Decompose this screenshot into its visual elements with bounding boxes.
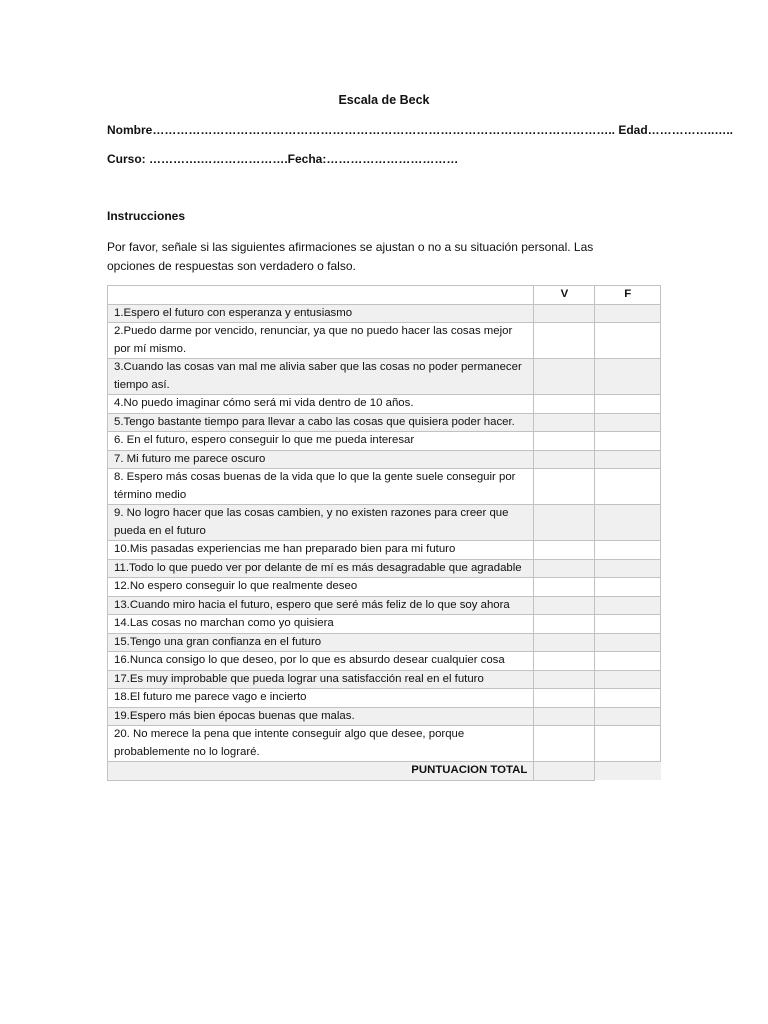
item-text: 15.Tengo una gran confianza en el futuro	[108, 633, 534, 652]
answer-v-cell[interactable]	[534, 615, 595, 634]
answer-v-cell[interactable]	[534, 707, 595, 726]
table-row	[108, 450, 661, 469]
answer-f-cell[interactable]	[595, 596, 661, 615]
answer-f-cell[interactable]	[595, 359, 661, 395]
item-text: 9. No logro hacer que las cosas cambien, y no existen razones para creer que pueda en el futuro	[108, 505, 534, 541]
instructions-text: Por favor, señale si las siguientes afirmaciones se ajustan o no a su situación personal. Las opciones de respuestas son verdadero o falso.	[107, 240, 594, 273]
table-row	[108, 633, 661, 652]
nombre-edad-line: Nombre…………………………………………………………………………………………………….. Edad……………..…..	[107, 123, 734, 137]
item-text: 8. Espero más cosas buenas de la vida que lo que la gente suele conseguir por término medio	[108, 469, 534, 505]
instructions-heading: Instrucciones	[107, 209, 186, 223]
item-text: 12.No espero conseguir lo que realmente deseo	[108, 578, 534, 597]
table-row	[108, 469, 661, 505]
table-row	[108, 596, 661, 615]
item-text: 13.Cuando miro hacia el futuro, espero que seré más feliz de lo que soy ahora	[108, 596, 534, 615]
table-row	[108, 541, 661, 560]
answer-v-cell[interactable]	[534, 505, 595, 541]
answer-v-cell[interactable]	[534, 395, 595, 414]
total-v-cell[interactable]	[534, 762, 595, 781]
table-header-row	[108, 286, 661, 305]
answer-v-cell[interactable]	[534, 304, 595, 323]
table-row	[108, 395, 661, 414]
answer-f-cell[interactable]	[595, 707, 661, 726]
item-text: 3.Cuando las cosas van mal me alivia saber que las cosas no poder permanecer tiempo así.	[108, 359, 534, 395]
answer-v-cell[interactable]	[534, 559, 595, 578]
table-row	[108, 413, 661, 432]
answer-v-cell[interactable]	[534, 432, 595, 451]
page-title: Escala de Beck	[338, 93, 430, 107]
table-row	[108, 432, 661, 451]
answer-f-cell[interactable]	[595, 559, 661, 578]
item-text: 2.Puedo darme por vencido, renunciar, ya que no puedo hacer las cosas mejor por mí mismo.	[108, 323, 534, 359]
answer-v-cell[interactable]	[534, 726, 595, 762]
table-row	[108, 726, 661, 762]
table-row	[108, 689, 661, 708]
item-text: 10.Mis pasadas experiencias me han preparado bien para mi futuro	[108, 541, 534, 560]
answer-f-cell[interactable]	[595, 689, 661, 708]
answer-v-cell[interactable]	[534, 670, 595, 689]
answer-f-cell[interactable]	[595, 541, 661, 560]
item-text: 5.Tengo bastante tiempo para llevar a cabo las cosas que quisiera poder hacer.	[108, 413, 534, 432]
table-row	[108, 359, 661, 395]
table-row	[108, 707, 661, 726]
beck-scale-table	[107, 285, 661, 781]
item-text: 17.Es muy improbable que pueda lograr una satisfacción real en el futuro	[108, 670, 534, 689]
item-text: 1.Espero el futuro con esperanza y entusiasmo	[108, 304, 534, 323]
header-f: F	[595, 286, 661, 305]
answer-f-cell[interactable]	[595, 652, 661, 671]
answer-v-cell[interactable]	[534, 578, 595, 597]
total-f-cell	[595, 762, 661, 781]
answer-v-cell[interactable]	[534, 359, 595, 395]
answer-v-cell[interactable]	[534, 633, 595, 652]
answer-f-cell[interactable]	[595, 304, 661, 323]
item-text: 11.Todo lo que puedo ver por delante de mí es más desagradable que agradable	[108, 559, 534, 578]
answer-f-cell[interactable]	[595, 413, 661, 432]
item-text: 4.No puedo imaginar cómo será mi vida dentro de 10 años.	[108, 395, 534, 414]
answer-v-cell[interactable]	[534, 450, 595, 469]
item-text: 20. No merece la pena que intente conseguir algo que desee, porque probablemente no lo lograré.	[108, 726, 534, 762]
answer-v-cell[interactable]	[534, 541, 595, 560]
answer-f-cell[interactable]	[595, 615, 661, 634]
answer-v-cell[interactable]	[534, 323, 595, 359]
table-row	[108, 323, 661, 359]
answer-v-cell[interactable]	[534, 652, 595, 671]
answer-v-cell[interactable]	[534, 596, 595, 615]
total-label: PUNTUACION TOTAL	[108, 762, 534, 781]
answer-f-cell[interactable]	[595, 578, 661, 597]
answer-f-cell[interactable]	[595, 670, 661, 689]
header-v: V	[534, 286, 595, 305]
answer-f-cell[interactable]	[595, 726, 661, 762]
table-row	[108, 505, 661, 541]
table-row	[108, 615, 661, 634]
table-row	[108, 652, 661, 671]
answer-v-cell[interactable]	[534, 413, 595, 432]
answer-f-cell[interactable]	[595, 469, 661, 505]
item-text: 16.Nunca consigo lo que deseo, por lo que es absurdo desear cualquier cosa	[108, 652, 534, 671]
table-body	[108, 304, 661, 780]
item-text: 19.Espero más bien épocas buenas que malas.	[108, 707, 534, 726]
answer-f-cell[interactable]	[595, 432, 661, 451]
table-row	[108, 578, 661, 597]
item-text: 6. En el futuro, espero conseguir lo que me pueda interesar	[108, 432, 534, 451]
table-row	[108, 670, 661, 689]
item-text: 7. Mi futuro me parece oscuro	[108, 450, 534, 469]
curso-fecha-line: Curso: ………….………………….Fecha:……………………………	[107, 152, 459, 166]
header-item	[108, 286, 534, 305]
answer-f-cell[interactable]	[595, 395, 661, 414]
table-row	[108, 304, 661, 323]
answer-f-cell[interactable]	[595, 450, 661, 469]
answer-f-cell[interactable]	[595, 323, 661, 359]
answer-f-cell[interactable]	[595, 505, 661, 541]
table-row	[108, 559, 661, 578]
answer-f-cell[interactable]	[595, 633, 661, 652]
total-row	[108, 762, 661, 781]
item-text: 14.Las cosas no marchan como yo quisiera	[108, 615, 534, 634]
item-text: 18.El futuro me parece vago e incierto	[108, 689, 534, 708]
answer-v-cell[interactable]	[534, 689, 595, 708]
answer-v-cell[interactable]	[534, 469, 595, 505]
